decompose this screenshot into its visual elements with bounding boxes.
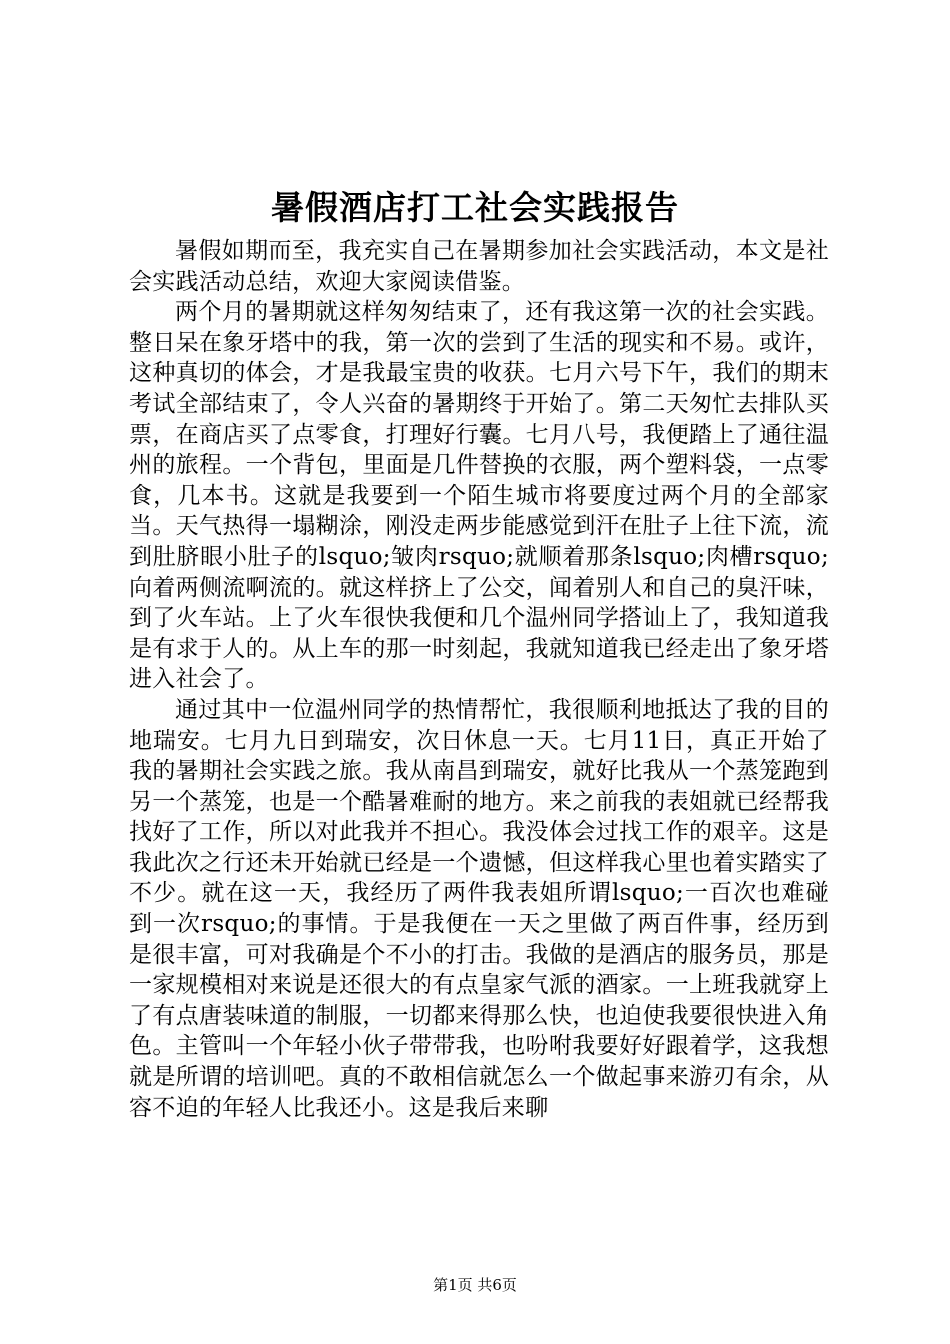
document-body (129, 236, 829, 1123)
paragraph-intro: 暑假如期而至，我充实自己在暑期参加社会实践活动，本文是社会实践活动总结，欢迎大家阅读借鉴。 (129, 238, 829, 295)
paragraph-first-practice: 两个月的暑期就这样匆匆结束了，还有我这第一次的社会实践。整日呆在象牙塔中的我，第一次的尝到了生活的现实和不易。或许，这种真切的体会，才是我最宝贵的收获。七月六号下午，我们的期末考试全部结束了，令人兴奋的暑期终于开始了。第二天匆忙去排队买票，在商店买了点零食，打理好行囊。七月八号，我便踏上了通往温州的旅程。一个背包，里面是几件替换的衣服，两个塑料袋，一点零食，几本书。这就是我要到一个陌生城市将要度过两个月的全部家当。天气热得一塌糊涂，刚没走两步能感觉到汗在肚子上往下流，流到肚脐眼小肚子的lsquo;皱肉rsquo;就顺着那条lsquo;肉槽rsquo;向着两侧流啊流的。就这样挤上了公交，闻着别人和自己的臭汗味，到了火车站。上了火车很快我便和几个温州同学搭讪上了，我知道我是有求于人的。从上车的那一时刻起，我就知道我已经走出了象牙塔进入社会了。 (129, 299, 829, 693)
page-footer: 第1页 共6页 (433, 1276, 517, 1294)
paragraph-arrival-ruian: 通过其中一位温州同学的热情帮忙，我很顺利地抵达了我的目的地瑞安。七月九日到瑞安，次日休息一天。七月11日，真正开始了我的暑期社会实践之旅。我从南昌到瑞安，就好比我从一个蒸笼跑到另一个蒸笼，也是一个酷暑难耐的地方。来之前我的表姐就已经帮我找好了工作，所以对此我并不担心。我没体会过找工作的艰辛。这是我此次之行还未开始就已经是一个遗憾，但这样我心里也着实踏实了不少。就在这一天，我经历了两件我表姐所谓lsquo;一百次也难碰到一次rsquo;的事情。于是我便在一天之里做了两百件事，经历到是很丰富，可对我确是个不小的打击。我做的是酒店的服务员，那是一家规模相对来说是还很大的有点皇家气派的酒家。一上班我就穿上了有点唐装味道的制服，一切都来得那么快，也迫使我要很快进入角色。主管叫一个年轻小伙子带带我，也吩咐我要好好跟着学，这我想就是所谓的培训吧。真的不敢相信就怎么一个做起事来游刃有余，从容不迫的年轻人比我还小。这是我后来聊 (129, 696, 829, 1121)
document-title: 暑假酒店打工社会实践报告 (271, 188, 679, 227)
